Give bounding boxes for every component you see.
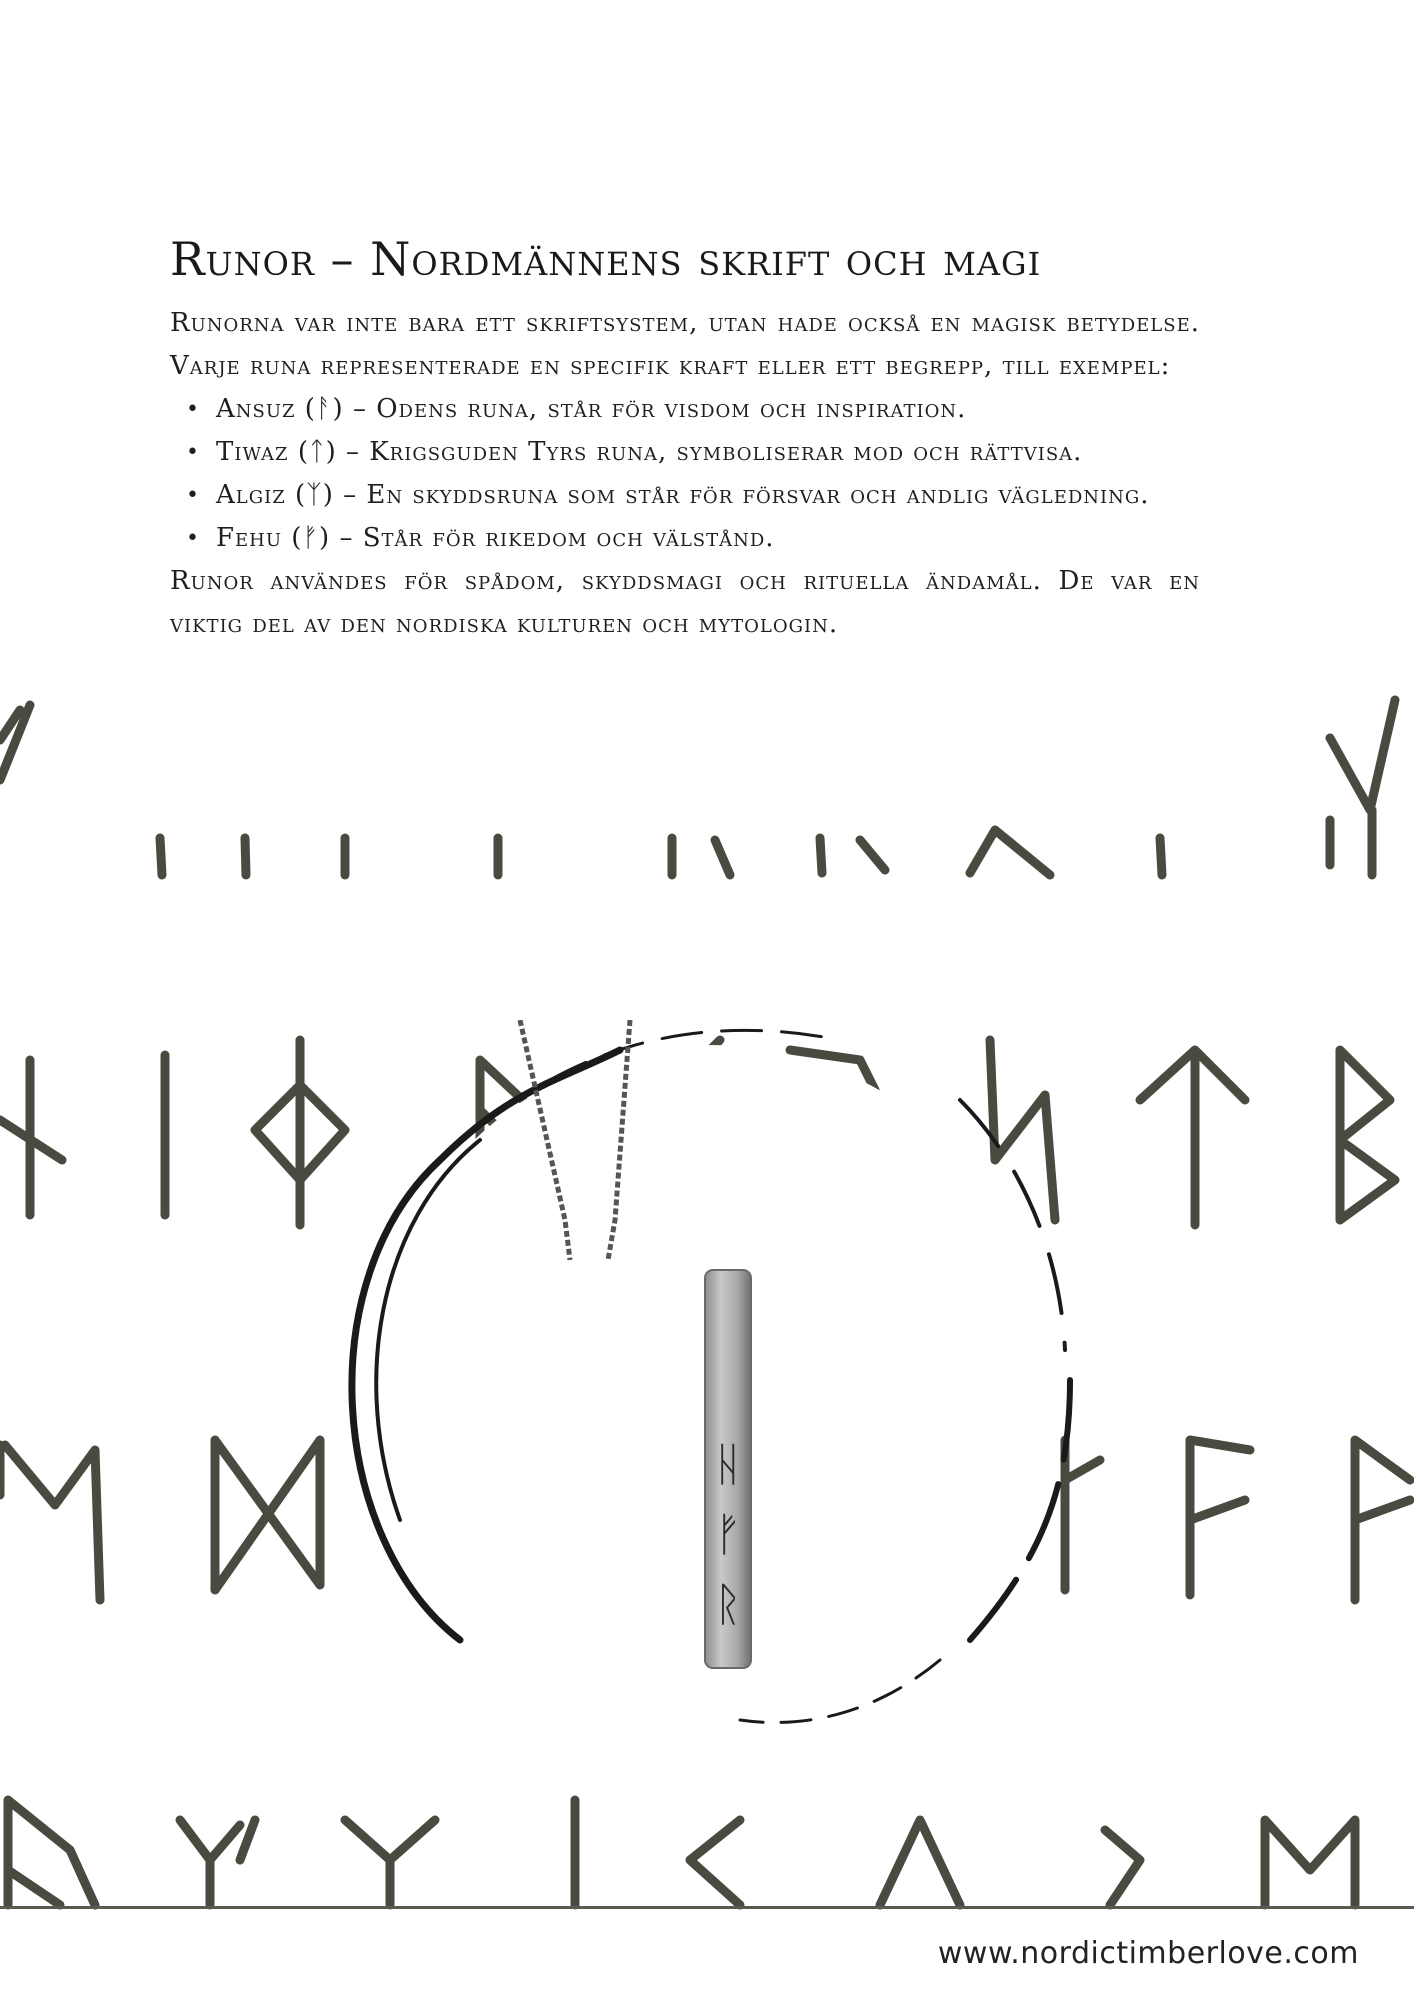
bullet-icon: • (186, 440, 200, 465)
pendant-rune: ᚺ (714, 1437, 742, 1491)
list-item-text: Fehu (ᚠ) – Står för rikedom och välstånd. (216, 523, 775, 553)
bullet-icon: • (186, 483, 200, 508)
bullet-icon: • (186, 397, 200, 422)
pendant-illustration (320, 1020, 1100, 1740)
list-item (186, 517, 1200, 560)
bullet-icon: • (186, 526, 200, 551)
footer-divider (0, 1906, 1414, 1909)
list-item (186, 431, 1200, 474)
list-item-text: Ansuz (ᚨ) – Odens runa, står för visdom och inspiration. (216, 394, 967, 424)
list-item (186, 388, 1200, 431)
footer-url[interactable]: www.nordictimberlove.com (937, 1936, 1359, 1971)
list-item-text: Algiz (ᛉ) – En skyddsruna som står för försvar och andlig vägledning. (216, 480, 1150, 510)
outro-paragraph: Runor användes för spådom, skyddsmagi och rituella ändamål. De var en viktig del av den nordiska kulturen och mytologin. (170, 566, 1200, 639)
intro-paragraph: Runorna var inte bara ett skriftsystem, utan hade också en magisk betydelse. Varje runa representerade en specifik kraft eller ett begrepp, till exempel: (170, 308, 1200, 381)
pendant-rune: ᚠ (714, 1507, 742, 1561)
main-content (170, 232, 1200, 646)
list-item (186, 474, 1200, 517)
rune-list (170, 388, 1200, 560)
list-item-text: Tiwaz (ᛏ) – Krigsguden Tyrs runa, symboliserar mod och rättvisa. (216, 437, 1083, 467)
rune-fragment (0, 705, 30, 780)
page-title: Runor – Nordmännens skrift och magi (170, 232, 1042, 286)
pendant-rune: ᚱ (714, 1577, 742, 1631)
